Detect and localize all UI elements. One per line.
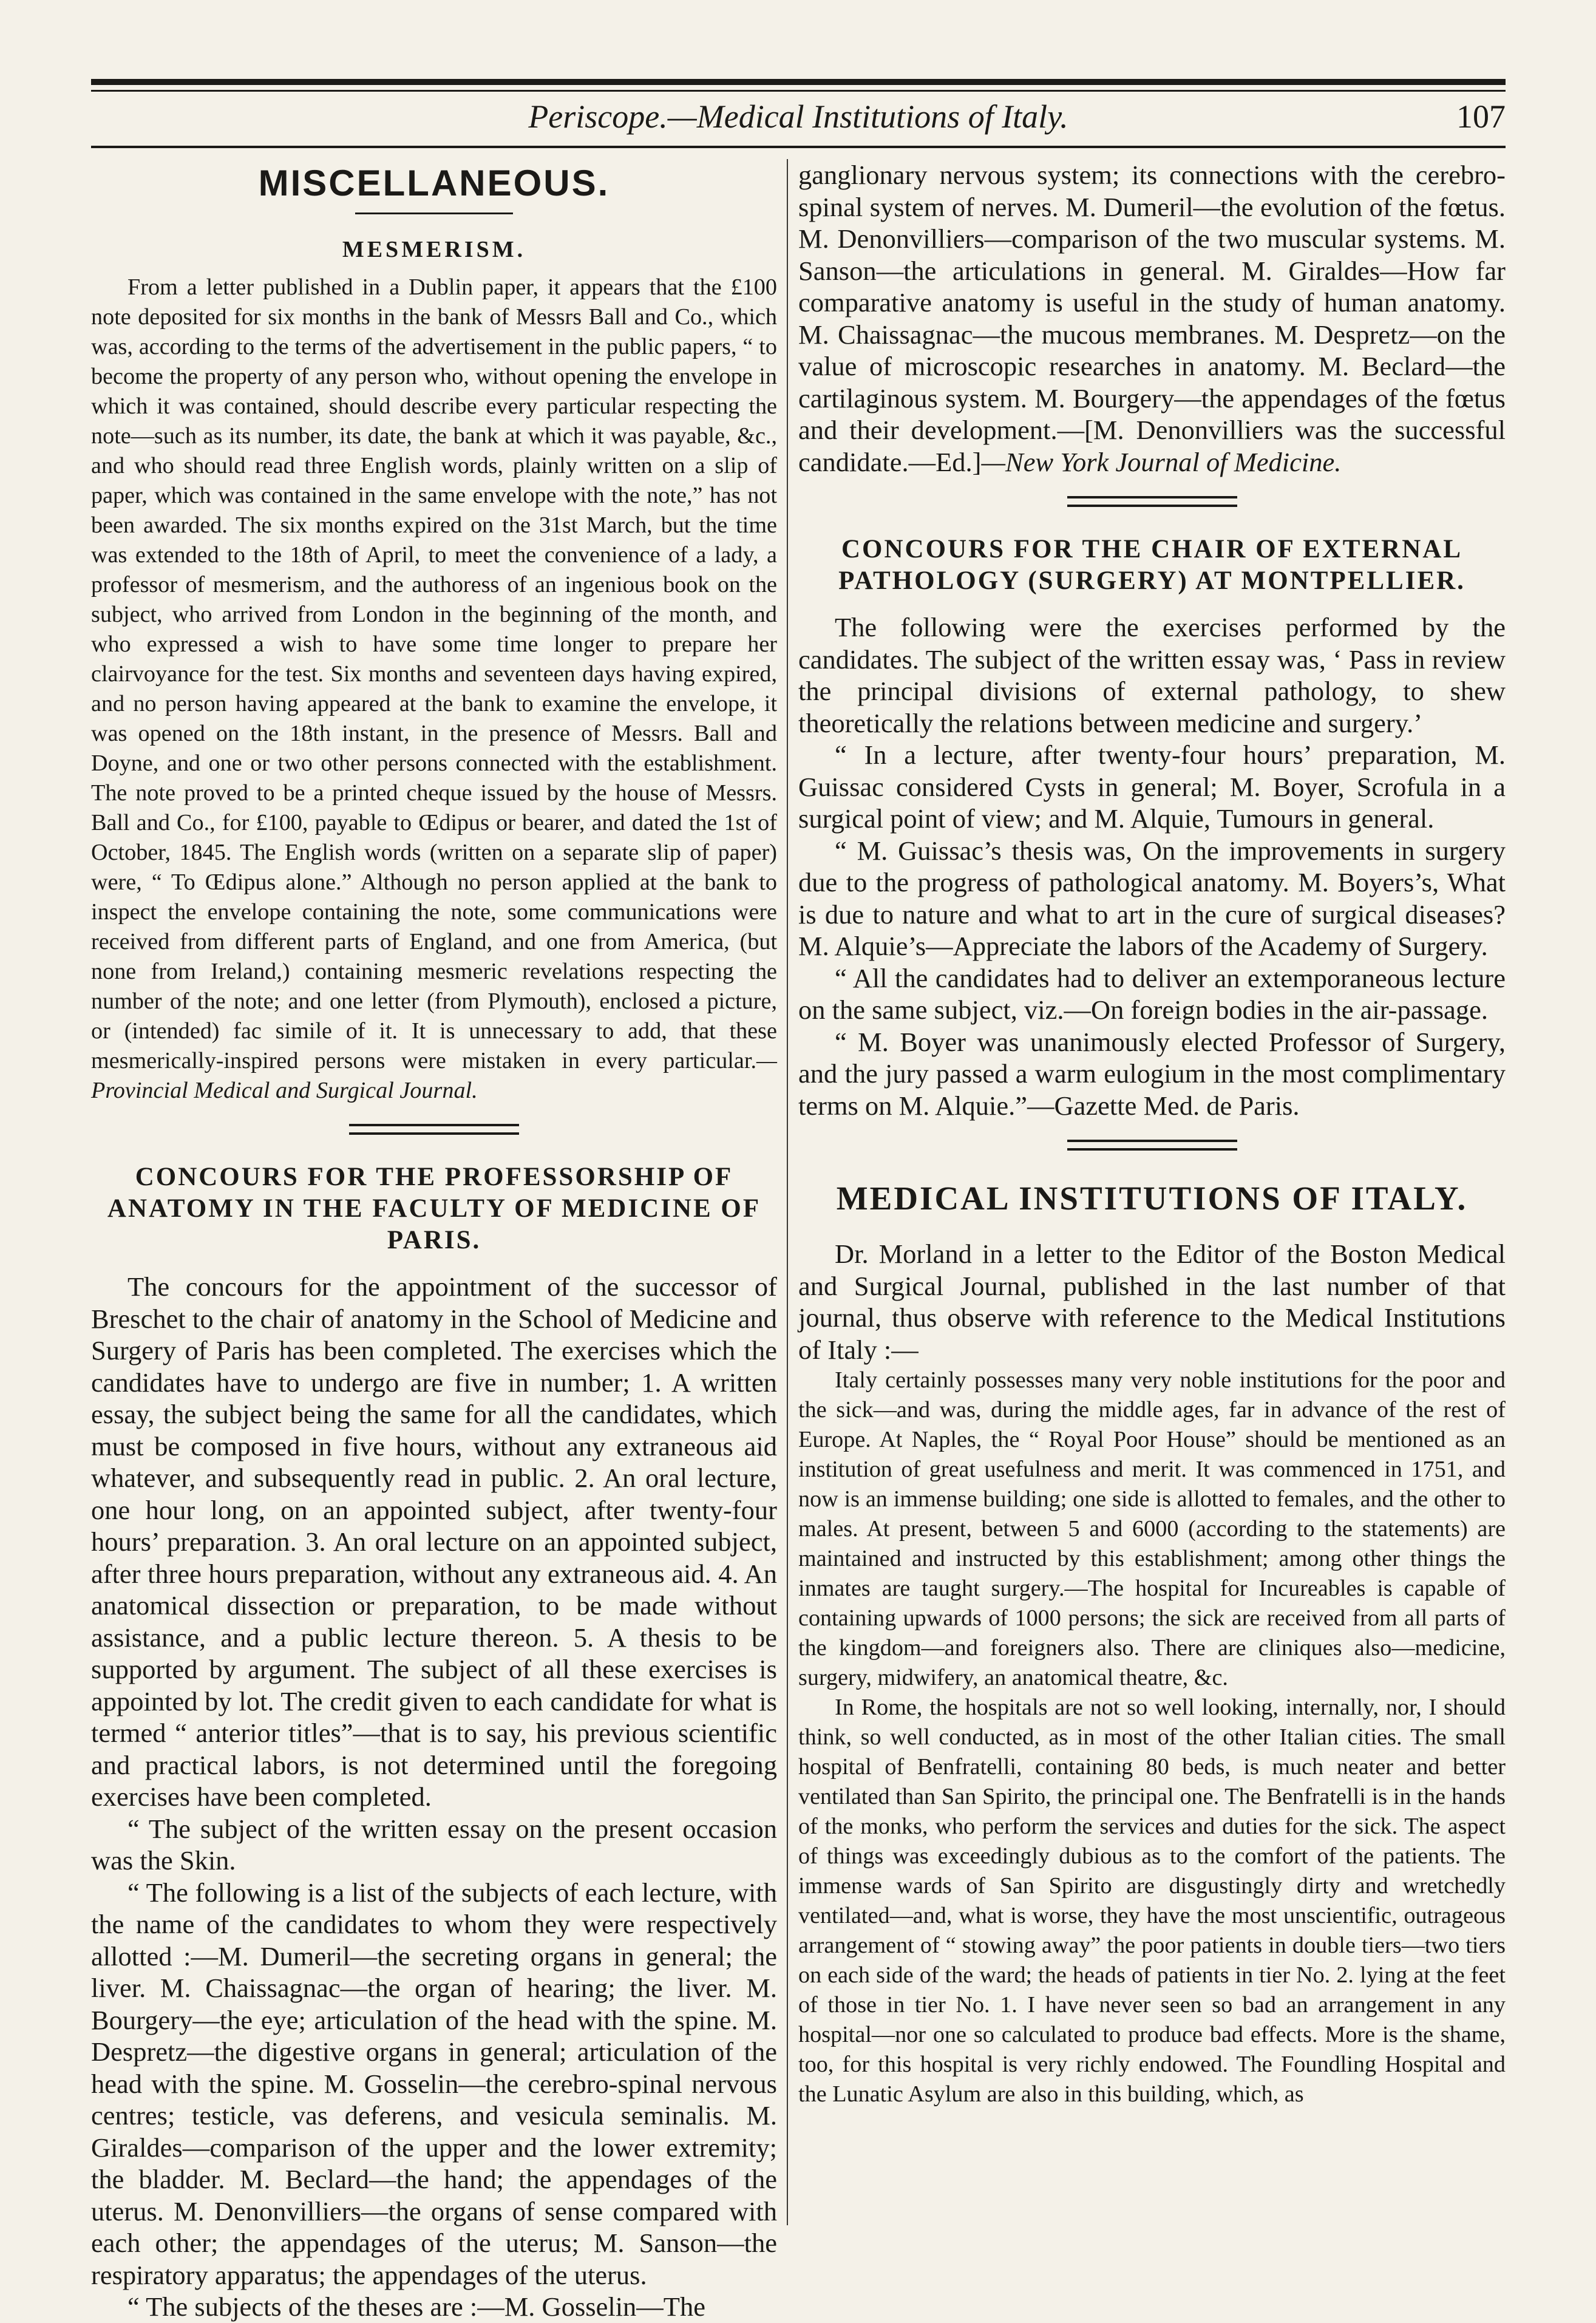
mesmerism-article	[91, 273, 777, 1106]
double-rule	[1067, 1140, 1237, 1151]
paragraph: “ All the candidates had to deliver an extemporaneous lecture on the same subject, viz.—On foreign bodies in the air-passage.	[798, 962, 1506, 1025]
paragraph: “ M. Guissac’s thesis was, On the improvements in surgery due to the progress of pathological anatomy. M. Boyers’s, What is due to nature and what to art in the cure of surgical diseases? M. Alquie’s—Appreciate the labors of the Academy of Surgery.	[798, 835, 1506, 961]
concours-anatomy-article	[91, 1271, 777, 2323]
column-divider	[787, 159, 788, 2225]
mesmerism-heading: MESMERISM.	[342, 237, 526, 262]
paragraph: “ The subject of the written essay on the present occasion was the Skin.	[91, 1813, 777, 1876]
paragraph: “ M. Boyer was unanimously elected Professor of Surgery, and the jury passed a warm eulogium in the most complimentary terms on M. Alquie.”—Gazette Med. de Paris.	[798, 1026, 1506, 1121]
concours-anatomy-heading: CONCOURS FOR THE PROFESSORSHIP OF ANATOMY IN THE FACULTY OF MEDICINE OF PARIS.	[107, 1163, 761, 1254]
mesmerism-source: —Provincial Medical and Surgical Journal.	[91, 1048, 777, 1103]
running-header	[91, 92, 1506, 141]
paragraph: In Rome, the hospitals are not so well looking, internally, nor, I should think, so well conducted, as in most of the other Italian cities. The small hospital of Benfratelli, containing 80 beds, is much neater and better ventilated than San Spirito, the principal one. The Benfratelli is in the hands of the monks, who perform the services and duties for the sick. The aspect of things was exceedingly dubious as to the comfort of the patients. The immense wards of San Spirito are disgustingly dirty and wretchedly ventilated—and, what is worse, they have the most unscientific, outrageous arrangement of “ stowing away” the poor patients in double tiers—two tiers on each side of the ward; the heads of patients in tier No. 2. lying at the feet of those in tier No. 1. I have never seen so bad an arrangement in any hospital—nor one so calculated to produce bad effects. More is the shame, too, for this hospital is very richly endowed. The Foundling Hospital and the Lunatic Asylum are also in this building, which, as	[798, 1695, 1506, 2107]
concours-surgery-article	[798, 611, 1506, 1121]
left-column	[91, 159, 777, 2322]
paragraph: Italy certainly possesses many very noble institutions for the poor and the sick—and was, during the middle ages, far in advance of the rest of Europe. At Naples, the “ Royal Poor House” should be mentioned as an institution of great usefulness and merit. It was commenced in 1751, and now is an immense building; one side is allotted to females, and the other to males. At present, between 5 and 6000 (according to the statements) are maintained and instructed by this establishment; among other things the inmates are taught surgery.—The hospital for Incureables is capable of containing upwards of 1000 persons; the sick are received from all parts of the kingdom—and foreigners also. There are cliniques also—medicine, surgery, midwifery, an anatomical theatre, &c.	[798, 1367, 1506, 1690]
continuation-text: ganglionary nervous system; its connections with the cerebro-spinal system of nerves. M. Dumeril—the evolution of the fœtus. M. Denonvilliers—comparison of the two muscular systems. M. Sanson—the articulations in general. M. Giraldes—How far comparative anatomy is useful in the study of human anatomy. M. Chaissagnac—the mucous membranes. M. Despretz—on the value of microscopic researches in anatomy. M. Beclard—the cartilaginous system. M. Bourgery—the appendages of the fœtus and their development.—[M. Denonvilliers was the successful candidate.—Ed.]—New York Journal of Medicine.	[798, 160, 1506, 477]
continuation-source: —New York Journal of Medicine.	[981, 446, 1342, 477]
section-heading-miscellaneous: MISCELLANEOUS.	[258, 163, 610, 203]
header-rule	[91, 146, 1506, 148]
italy-intro: Dr. Morland in a letter to the Editor of the Boston Medical and Surgical Journal, published in the last number of that journal, thus observe with reference to the Medical Institutions of Italy :—	[798, 1239, 1506, 1365]
paragraph: “ The following is a list of the subjects of each lecture, with the name of the candidates to whom they were respectively allotted :—M. Dumeril—the secreting organs in general; the liver. M. Chaissagnac—the organ of hearing; the liver. M. Bourgery—the eye; articulation of the head with the spine. M. Despretz—the digestive organs in general; articulation of the head with the spine. M. Gosselin—the cerebro-spinal nervous centres; testicle, vas deferens, and vesicula seminalis. M. Giraldes—comparison of the upper and the lower extremity; the bladder. M. Beclard—the hand; the appendages of the uterus. M. Denonvilliers—the organs of sense compared with each other; the appendages of the uterus; M. Sanson—the respiratory apparatus; the appendages of the uterus.	[91, 1877, 777, 2290]
italy-intro-block	[798, 1238, 1506, 1366]
paragraph: “ In a lecture, after twenty-four hours’ preparation, M. Guissac considered Cysts in general; M. Boyer, Scrofula in a surgical point of view; and M. Alquie, Tumours in general.	[798, 740, 1506, 834]
paragraph: “ The subjects of the theses are :—M. Gosselin—The	[127, 2291, 705, 2322]
top-rule-thin	[91, 90, 1506, 92]
concours-surgery-heading: CONCOURS FOR THE CHAIR OF EXTERNAL PATHOLOGY (SURGERY) AT MONTPELLIER.	[838, 535, 1465, 595]
italy-article	[798, 1366, 1506, 2109]
paragraph: The concours for the appointment of the successor of Breschet to the chair of anatomy in the School of Medicine and Surgery of Paris has been completed. The exercises which the candidates have to undergo are five in number; 1. A written essay, the subject being the same for all the candidates, which must be composed in five hours, without any extraneous aid whatever, and subsequently read in public. 2. An oral lecture, one hour long, on an appointed subject, after twenty-four hours’ preparation. 3. An oral lecture on an appointed subject, after three hours preparation, without any extraneous aid. 4. An anatomical dissection or preparation, to be made without assistance, and a public lecture thereon. 5. A thesis to be supported by argument. The subject of all these exercises is appointed by lot. The credit given to each candidate for what is termed “ anterior titles”—that is to say, his previous scientific and practical labors, is not determined until the foregoing exercises have been completed.	[91, 1271, 777, 1812]
heading-rule	[355, 213, 513, 214]
page-number: 107	[1456, 98, 1506, 135]
italy-heading: MEDICAL INSTITUTIONS OF ITALY.	[836, 1180, 1468, 1217]
paragraph: The following were the exercises performed by the candidates. The subject of the written essay was, ‘ Pass in review the principal divisions of external pathology, to shew theoretically the relations between medicine and surgery.’	[798, 612, 1506, 738]
continuation-article	[798, 159, 1506, 478]
right-column	[798, 159, 1506, 2225]
double-rule	[1067, 496, 1237, 507]
double-rule	[349, 1124, 519, 1135]
running-title: Periscope.—Medical Institutions of Italy.	[528, 98, 1068, 135]
top-rule	[91, 79, 1506, 85]
mesmerism-body: From a letter published in a Dublin paper, it appears that the £100 note deposited for six months in the bank of Messrs Ball and Co., which was, according to the terms of the advertisement in the public papers, “ to become the property of any person who, without opening the envelope in which it was contained, should describe every particular respecting the note—such as its number, its date, the bank at which it was payable, &c., and who should read three English words, plainly written on a slip of paper, which was contained in the same envelope with the note,” has not been awarded. The six months expired on the 31st March, but the time was extended to the 18th of April, to meet the convenience of a lady, a professor of mesmerism, and the authoress of an ingenious book on the subject, who arrived from London in the beginning of the month, and who expressed a wish to have some time longer to prepare her clairvoyance for the test. Six months and seventeen days having expired, and no person having appeared at the bank to examine the envelope, it was opened on the 18th instant, in the presence of Messrs. Ball and Doyne, and one or two other persons connected with the establishment. The note proved to be a printed cheque issued by the house of Messrs. Ball and Co., for £100, payable to Œdipus or bearer, and dated the 1st of October, 1845. The English words (written on a separate slip of paper) were, “ To Œdipus alone.” Although no person applied at the bank to inspect the envelope containing the note, some communications were received from different parts of England, and one from America, (but none from Ireland,) containing mesmeric revelations respecting the number of the note; and one letter (from Plymouth), enclosed a picture, or (intended) fac simile of it. It is unnecessary to add, that these mesmerically-inspired persons were mistaken in every particular.—Provincial Medical and Surgical Journal.	[91, 274, 777, 1103]
